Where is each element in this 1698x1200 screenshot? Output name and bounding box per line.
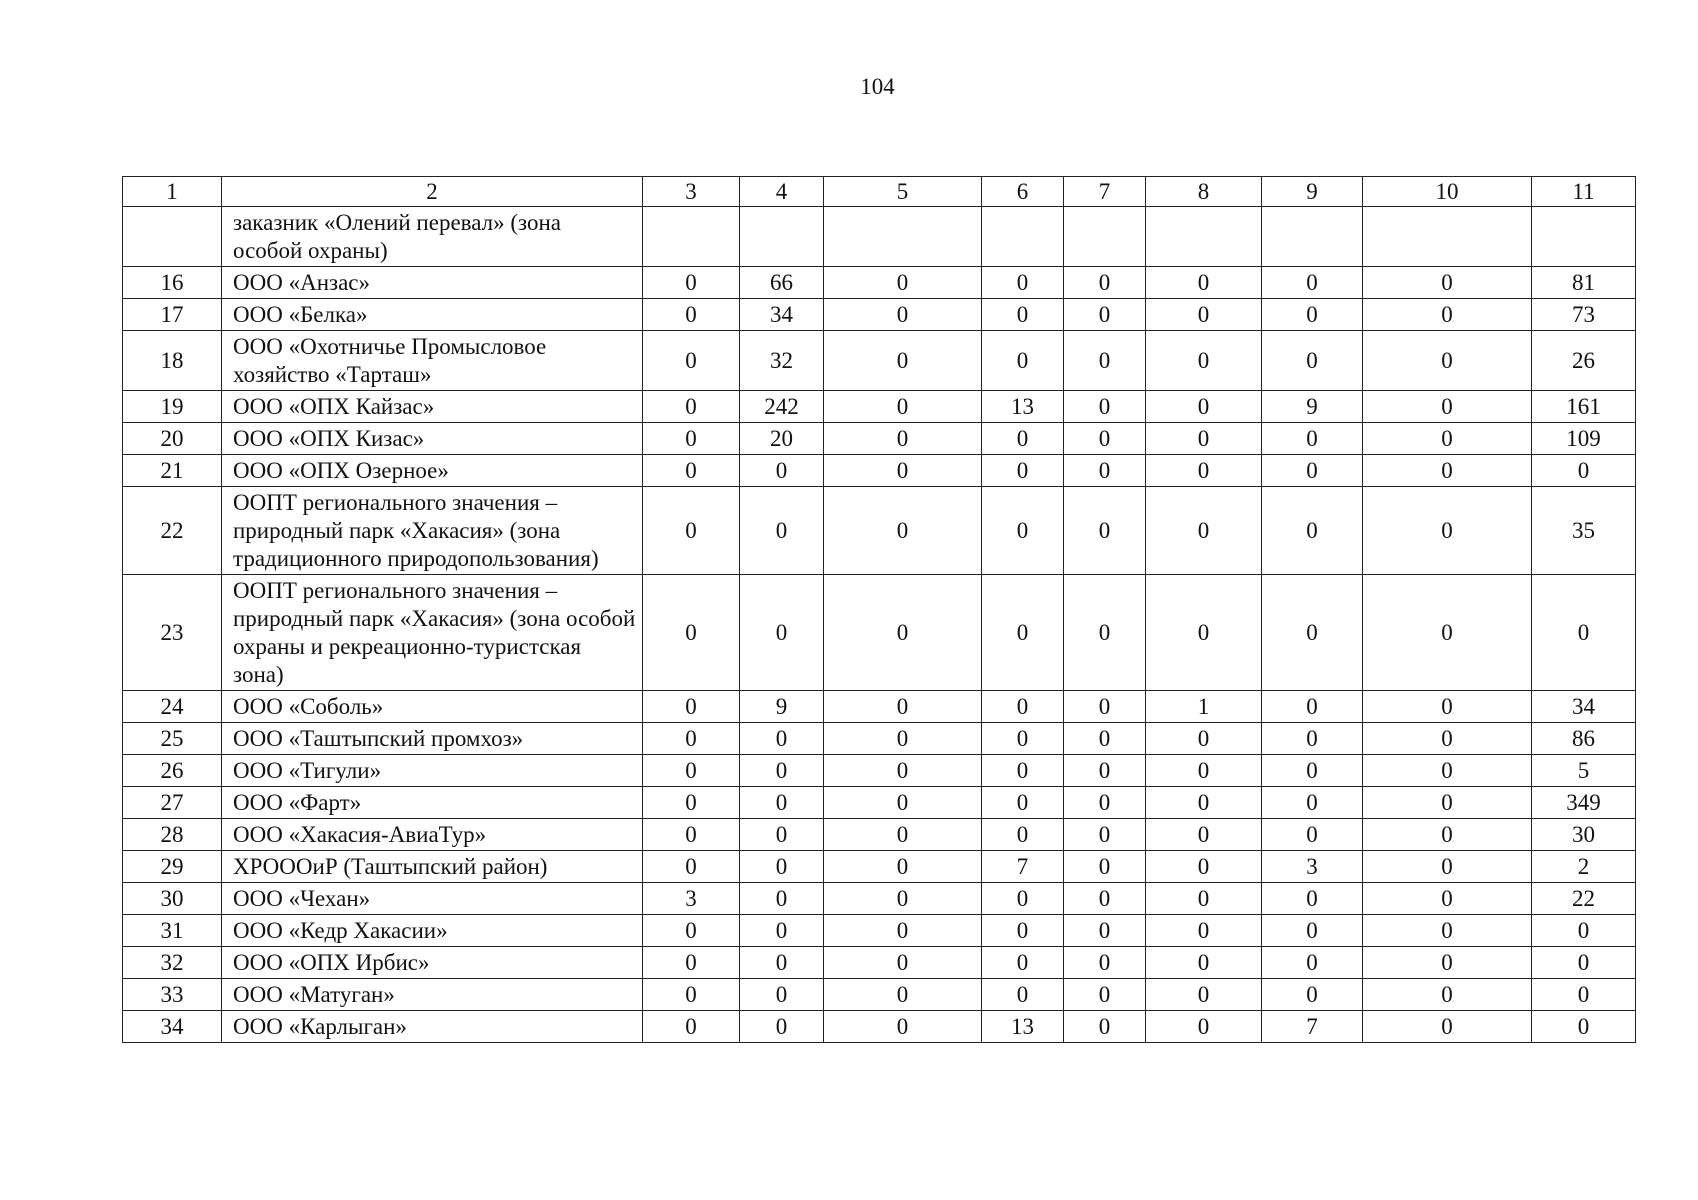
value-cell: 0 [643, 819, 740, 851]
value-cell: 0 [1064, 915, 1146, 947]
value-cell: 0 [1146, 947, 1262, 979]
value-cell: 0 [824, 331, 982, 391]
table-row [123, 455, 1636, 487]
value-cell: 0 [1363, 723, 1532, 755]
row-name-cell: ООО «Охотничье Промысловое хозяйство «Тарташ» [222, 331, 643, 391]
value-cell: 0 [1262, 755, 1363, 787]
value-cell: 0 [1146, 575, 1262, 691]
value-cell: 0 [1146, 267, 1262, 299]
value-cell: 0 [1262, 819, 1363, 851]
row-name-cell: ООО «ОПХ Кизас» [222, 423, 643, 455]
row-number-cell: 31 [123, 915, 222, 947]
value-cell: 0 [824, 1011, 982, 1043]
value-cell: 0 [982, 423, 1064, 455]
row-number-cell: 32 [123, 947, 222, 979]
value-cell: 0 [1363, 915, 1532, 947]
data-table [122, 176, 1636, 1043]
value-cell: 20 [740, 423, 824, 455]
table-row [123, 423, 1636, 455]
value-cell: 0 [824, 723, 982, 755]
row-number-cell: 25 [123, 723, 222, 755]
value-cell: 7 [982, 851, 1064, 883]
value-cell: 0 [643, 1011, 740, 1043]
value-cell: 0 [824, 691, 982, 723]
value-cell: 0 [1146, 455, 1262, 487]
table-row [123, 487, 1636, 575]
value-cell: 0 [643, 851, 740, 883]
header-cell: 10 [1363, 177, 1532, 207]
value-cell: 0 [824, 423, 982, 455]
value-cell: 0 [1363, 299, 1532, 331]
value-cell: 0 [982, 947, 1064, 979]
row-name-cell: ООО «Соболь» [222, 691, 643, 723]
value-cell: 0 [1262, 691, 1363, 723]
value-cell: 30 [1532, 819, 1636, 851]
value-cell: 0 [643, 575, 740, 691]
value-cell: 0 [740, 723, 824, 755]
value-cell: 0 [740, 455, 824, 487]
value-cell: 0 [1064, 487, 1146, 575]
value-cell: 0 [740, 575, 824, 691]
value-cell [740, 207, 824, 267]
value-cell: 0 [643, 755, 740, 787]
row-name-cell: ООО «ОПХ Ирбис» [222, 947, 643, 979]
value-cell: 0 [1262, 883, 1363, 915]
value-cell: 0 [1146, 331, 1262, 391]
table-row [123, 723, 1636, 755]
value-cell: 0 [1262, 787, 1363, 819]
value-cell: 0 [1363, 691, 1532, 723]
value-cell [982, 207, 1064, 267]
value-cell: 81 [1532, 267, 1636, 299]
value-cell: 3 [643, 883, 740, 915]
value-cell: 0 [824, 391, 982, 423]
value-cell: 109 [1532, 423, 1636, 455]
value-cell: 0 [643, 267, 740, 299]
row-number-cell: 28 [123, 819, 222, 851]
value-cell: 0 [824, 299, 982, 331]
row-number-cell: 30 [123, 883, 222, 915]
value-cell: 0 [1146, 487, 1262, 575]
value-cell: 0 [1146, 819, 1262, 851]
value-cell: 0 [643, 455, 740, 487]
value-cell: 0 [1532, 979, 1636, 1011]
header-cell: 7 [1064, 177, 1146, 207]
value-cell: 0 [1363, 267, 1532, 299]
table-body [123, 177, 1636, 1043]
value-cell: 0 [643, 331, 740, 391]
value-cell: 5 [1532, 755, 1636, 787]
value-cell: 0 [1363, 883, 1532, 915]
value-cell: 0 [1532, 455, 1636, 487]
value-cell: 161 [1532, 391, 1636, 423]
value-cell: 0 [1146, 755, 1262, 787]
value-cell: 0 [1363, 979, 1532, 1011]
header-cell: 3 [643, 177, 740, 207]
value-cell: 0 [1262, 299, 1363, 331]
value-cell: 34 [740, 299, 824, 331]
value-cell: 7 [1262, 1011, 1363, 1043]
row-number-cell: 20 [123, 423, 222, 455]
row-name-cell: ООО «ОПХ Озерное» [222, 455, 643, 487]
table-row [123, 915, 1636, 947]
value-cell: 0 [1262, 423, 1363, 455]
value-cell: 0 [824, 787, 982, 819]
row-number-cell: 21 [123, 455, 222, 487]
value-cell: 0 [740, 755, 824, 787]
value-cell: 0 [982, 455, 1064, 487]
value-cell: 0 [982, 331, 1064, 391]
value-cell: 0 [1363, 423, 1532, 455]
header-cell: 11 [1532, 177, 1636, 207]
value-cell: 0 [1064, 455, 1146, 487]
value-cell: 349 [1532, 787, 1636, 819]
value-cell: 0 [1262, 575, 1363, 691]
value-cell: 0 [1363, 755, 1532, 787]
value-cell [1064, 207, 1146, 267]
value-cell: 0 [1363, 455, 1532, 487]
row-number-cell: 23 [123, 575, 222, 691]
value-cell: 0 [1064, 723, 1146, 755]
value-cell: 0 [824, 575, 982, 691]
value-cell: 0 [982, 487, 1064, 575]
value-cell: 0 [1146, 423, 1262, 455]
value-cell: 0 [1262, 455, 1363, 487]
value-cell: 34 [1532, 691, 1636, 723]
table-row [123, 331, 1636, 391]
row-name-cell: ООПТ регионального значения – природный парк «Хакасия» (зона традиционного природопользования) [222, 487, 643, 575]
value-cell: 0 [1363, 947, 1532, 979]
value-cell: 0 [1064, 391, 1146, 423]
row-number-cell: 16 [123, 267, 222, 299]
value-cell [1363, 207, 1532, 267]
row-name-cell: ООО «Белка» [222, 299, 643, 331]
value-cell: 0 [1064, 979, 1146, 1011]
value-cell: 0 [982, 915, 1064, 947]
value-cell: 22 [1532, 883, 1636, 915]
value-cell: 0 [824, 883, 982, 915]
value-cell: 0 [740, 851, 824, 883]
value-cell: 0 [982, 267, 1064, 299]
value-cell: 0 [1262, 487, 1363, 575]
row-name-cell: ООО «Тигули» [222, 755, 643, 787]
row-number-cell: 29 [123, 851, 222, 883]
value-cell: 0 [982, 691, 1064, 723]
value-cell: 0 [643, 723, 740, 755]
value-cell: 0 [643, 787, 740, 819]
table-row [123, 947, 1636, 979]
value-cell: 0 [1146, 787, 1262, 819]
value-cell: 0 [824, 947, 982, 979]
value-cell: 0 [1146, 723, 1262, 755]
row-name-cell: ООО «Матуган» [222, 979, 643, 1011]
table-row [123, 691, 1636, 723]
table-row [123, 851, 1636, 883]
value-cell: 0 [1064, 787, 1146, 819]
value-cell: 73 [1532, 299, 1636, 331]
value-cell: 0 [982, 723, 1064, 755]
value-cell: 0 [1064, 883, 1146, 915]
value-cell: 0 [1262, 979, 1363, 1011]
value-cell: 0 [1064, 1011, 1146, 1043]
header-cell: 4 [740, 177, 824, 207]
row-name-cell: ООПТ регионального значения – природный парк «Хакасия» (зона особой охраны и рекреационно-туристская зона) [222, 575, 643, 691]
value-cell: 0 [1064, 267, 1146, 299]
row-name-cell: ООО «Карлыган» [222, 1011, 643, 1043]
row-number-cell [123, 207, 222, 267]
row-number-cell: 24 [123, 691, 222, 723]
value-cell: 0 [824, 851, 982, 883]
value-cell: 0 [1262, 267, 1363, 299]
row-name-cell: ООО «Хакасия-АвиаТур» [222, 819, 643, 851]
value-cell: 0 [1064, 755, 1146, 787]
header-cell: 2 [222, 177, 643, 207]
value-cell: 9 [1262, 391, 1363, 423]
row-number-cell: 27 [123, 787, 222, 819]
value-cell: 13 [982, 391, 1064, 423]
value-cell: 0 [740, 787, 824, 819]
value-cell: 0 [824, 979, 982, 1011]
value-cell: 0 [982, 755, 1064, 787]
row-number-cell: 33 [123, 979, 222, 1011]
value-cell: 0 [1146, 883, 1262, 915]
row-number-cell: 17 [123, 299, 222, 331]
value-cell: 0 [824, 487, 982, 575]
value-cell [1532, 207, 1636, 267]
value-cell: 0 [824, 819, 982, 851]
row-name-cell: ООО «Кедр Хакасии» [222, 915, 643, 947]
value-cell: 35 [1532, 487, 1636, 575]
value-cell [1262, 207, 1363, 267]
value-cell: 0 [1262, 915, 1363, 947]
value-cell: 0 [982, 299, 1064, 331]
row-number-cell: 22 [123, 487, 222, 575]
value-cell: 86 [1532, 723, 1636, 755]
value-cell: 26 [1532, 331, 1636, 391]
value-cell: 0 [1262, 947, 1363, 979]
value-cell: 0 [1064, 947, 1146, 979]
value-cell: 0 [740, 915, 824, 947]
header-row [123, 177, 1636, 207]
value-cell: 0 [1064, 299, 1146, 331]
value-cell: 0 [1363, 575, 1532, 691]
value-cell: 0 [1064, 851, 1146, 883]
header-cell: 1 [123, 177, 222, 207]
table-row [123, 819, 1636, 851]
value-cell: 0 [740, 947, 824, 979]
value-cell: 13 [982, 1011, 1064, 1043]
value-cell: 0 [1532, 915, 1636, 947]
value-cell: 0 [740, 979, 824, 1011]
value-cell: 0 [643, 391, 740, 423]
header-cell: 9 [1262, 177, 1363, 207]
row-name-cell: ХРОООиР (Таштыпский район) [222, 851, 643, 883]
value-cell: 0 [1363, 819, 1532, 851]
value-cell: 0 [1262, 723, 1363, 755]
value-cell: 0 [1363, 331, 1532, 391]
row-name-cell: ООО «Анзас» [222, 267, 643, 299]
value-cell: 0 [982, 575, 1064, 691]
value-cell: 0 [1146, 979, 1262, 1011]
table-row [123, 207, 1636, 267]
value-cell [1146, 207, 1262, 267]
value-cell: 0 [1363, 391, 1532, 423]
value-cell: 0 [824, 755, 982, 787]
value-cell: 2 [1532, 851, 1636, 883]
value-cell: 0 [1064, 819, 1146, 851]
value-cell: 0 [643, 299, 740, 331]
table-row [123, 787, 1636, 819]
value-cell [824, 207, 982, 267]
row-name-cell: ООО «ОПХ Кайзас» [222, 391, 643, 423]
table-row [123, 1011, 1636, 1043]
value-cell: 0 [1363, 487, 1532, 575]
value-cell: 0 [1064, 331, 1146, 391]
table-row [123, 391, 1636, 423]
table-row [123, 755, 1636, 787]
row-number-cell: 34 [123, 1011, 222, 1043]
value-cell: 0 [1363, 1011, 1532, 1043]
value-cell: 0 [740, 1011, 824, 1043]
table-row [123, 575, 1636, 691]
value-cell: 0 [643, 423, 740, 455]
header-cell: 6 [982, 177, 1064, 207]
value-cell: 0 [824, 455, 982, 487]
value-cell: 0 [643, 691, 740, 723]
value-cell: 66 [740, 267, 824, 299]
value-cell: 0 [1064, 691, 1146, 723]
value-cell: 9 [740, 691, 824, 723]
value-cell: 0 [643, 915, 740, 947]
value-cell: 0 [982, 787, 1064, 819]
row-number-cell: 26 [123, 755, 222, 787]
value-cell: 0 [740, 819, 824, 851]
row-name-cell: ООО «Фарт» [222, 787, 643, 819]
value-cell: 0 [1363, 787, 1532, 819]
value-cell: 0 [643, 979, 740, 1011]
row-number-cell: 18 [123, 331, 222, 391]
value-cell: 0 [1146, 391, 1262, 423]
value-cell: 0 [824, 915, 982, 947]
row-name-cell: ООО «Таштыпский промхоз» [222, 723, 643, 755]
value-cell: 0 [643, 947, 740, 979]
value-cell: 0 [1532, 575, 1636, 691]
page-number: 104 [860, 74, 895, 99]
value-cell: 0 [982, 979, 1064, 1011]
value-cell: 0 [1064, 423, 1146, 455]
value-cell: 0 [1146, 1011, 1262, 1043]
value-cell: 0 [1146, 851, 1262, 883]
table-row [123, 883, 1636, 915]
value-cell: 3 [1262, 851, 1363, 883]
value-cell: 0 [1146, 915, 1262, 947]
row-number-cell: 19 [123, 391, 222, 423]
value-cell: 0 [740, 487, 824, 575]
value-cell: 0 [1532, 1011, 1636, 1043]
table-row [123, 979, 1636, 1011]
value-cell [643, 207, 740, 267]
table-row [123, 299, 1636, 331]
value-cell: 0 [1363, 851, 1532, 883]
value-cell: 0 [824, 267, 982, 299]
value-cell: 0 [982, 819, 1064, 851]
value-cell: 0 [1064, 575, 1146, 691]
header-cell: 8 [1146, 177, 1262, 207]
value-cell: 0 [643, 487, 740, 575]
table-row [123, 267, 1636, 299]
value-cell: 0 [1262, 331, 1363, 391]
value-cell: 0 [982, 883, 1064, 915]
value-cell: 32 [740, 331, 824, 391]
row-name-cell: заказник «Олений перевал» (зона особой охраны) [222, 207, 643, 267]
value-cell: 0 [1146, 299, 1262, 331]
header-cell: 5 [824, 177, 982, 207]
value-cell: 0 [1532, 947, 1636, 979]
value-cell: 1 [1146, 691, 1262, 723]
value-cell: 0 [740, 883, 824, 915]
row-name-cell: ООО «Чехан» [222, 883, 643, 915]
value-cell: 242 [740, 391, 824, 423]
